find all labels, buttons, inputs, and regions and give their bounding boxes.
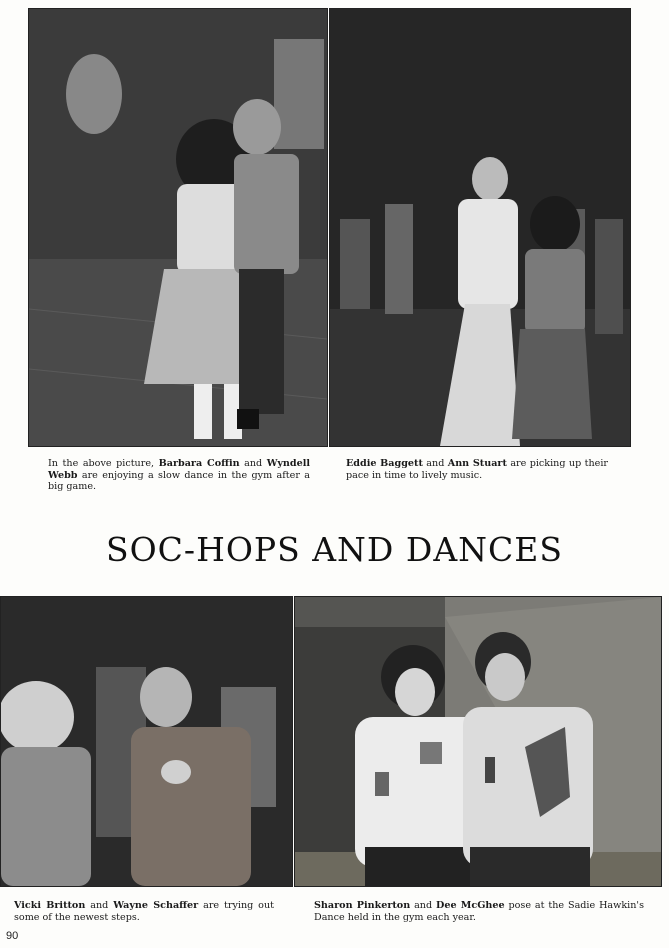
photo-sadie-hawkins	[294, 596, 662, 887]
photo-newest-steps	[0, 596, 293, 887]
caption-sadie-hawkins	[314, 900, 644, 923]
caption-name: Wayne Schaffer	[113, 900, 199, 911]
caption-newest-steps	[14, 900, 274, 923]
caption-name: Sharon Pinkerton	[314, 900, 411, 911]
photo-lively-dance-image	[330, 9, 630, 446]
caption-text: pose at the Sadie Hawkin's Dance held in the gym each year.	[314, 900, 644, 923]
caption-name: Dee McGhee	[436, 900, 505, 911]
caption-connector: and	[85, 900, 114, 911]
caption-text: are picking up their pace in time to lively music.	[346, 458, 609, 481]
photo-slow-dance	[28, 8, 328, 447]
caption-text: are trying out some of the newest steps.	[14, 900, 274, 923]
photo-slow-dance-image	[29, 9, 327, 446]
caption-name: Eddie Baggett	[346, 458, 423, 469]
caption-connector: and	[410, 900, 437, 911]
caption-name: Ann Stuart	[447, 458, 507, 469]
caption-slow-dance	[48, 458, 310, 493]
caption-connector: and	[239, 458, 267, 469]
caption-name: Barbara Coffin	[158, 458, 240, 469]
page-title: SOC-HOPS AND DANCES	[106, 530, 563, 569]
caption-connector: and	[422, 458, 448, 469]
page-number: 90	[6, 930, 19, 942]
caption-text: are enjoying a slow dance in the gym after a big game.	[48, 469, 310, 492]
photo-lively-dance	[329, 8, 631, 447]
caption-lead: In the above picture,	[48, 458, 159, 469]
caption-name: Wyndell Webb	[48, 458, 310, 481]
caption-lively-dance	[346, 458, 608, 481]
photo-newest-steps-image	[1, 597, 292, 886]
photo-sadie-hawkins-image	[295, 597, 661, 886]
caption-name: Vicki Britton	[14, 900, 86, 911]
